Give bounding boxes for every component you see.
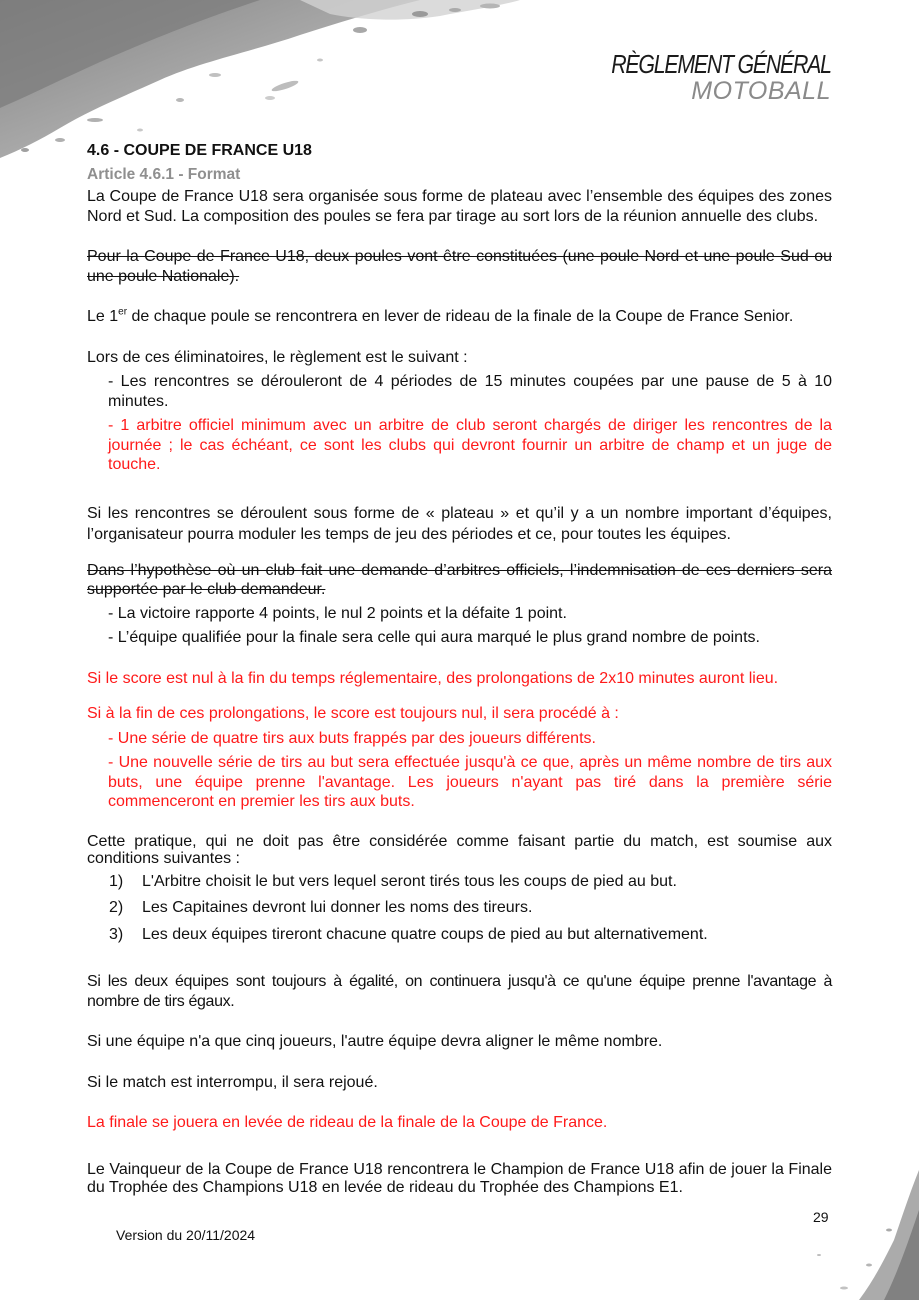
item-number: 1) [109,872,124,890]
item-number: 3) [109,925,124,943]
list-item: - 1 arbitre officiel minimum avec un arbitre de club seront chargés de diriger les rencontres de la journée ; le cas échéant, ce sont les clubs qui devront fournir un arbitre de champ et un juge de touche. [108,417,832,473]
numbered-item [87,872,832,892]
version-date: Version du 20/11/2024 [116,1227,256,1243]
list-item: - Une série de quatre tirs aux buts frappés par des joueurs différents. [108,729,596,747]
paragraph: Si les deux équipes sont toujours à égalité, on continuera jusqu'à ce qu'une équipe prenne l'avantage à nombre de tirs égaux. [87,973,832,1010]
article-title: Article 4.6.1 - Format [87,165,241,183]
paragraph-red: La finale se jouera en levée de rideau de la finale de la Coupe de France. [87,1114,608,1131]
item-text: Les deux équipes tireront chacune quatre coups de pied au but alternativement. [142,925,708,943]
paragraph: Cette pratique, qui ne doit pas être considérée comme faisant partie du match, est soumise aux conditions suivantes : [87,832,832,867]
item-text: Les Capitaines devront lui donner les noms des tireurs. [142,899,533,916]
paragraph: Lors de ces éliminatoires, le règlement est le suivant : [87,348,468,366]
struck-paragraph: Pour la Coupe de France U18, deux poules vont être constituées (une poule Nord et une poule Sud ou une poule Nationale). [87,248,832,285]
header-title: RÈGLEMENT GÉNÉRAL [611,49,831,79]
list-item: - L’équipe qualifiée pour la finale sera celle qui aura marqué le plus grand nombre de points. [108,629,760,646]
paragraph: Le Vainqueur de la Coupe de France U18 rencontrera le Champion de France U18 afin de jouer la Finale du Trophée des Champions U18 en levée de rideau du Trophée des Champions E1. [87,1160,832,1196]
paragraph-red: Si à la fin de ces prolongations, le score est toujours nul, il sera procédé à : [87,705,619,722]
document-header [563,50,831,104]
numbered-item [87,925,832,945]
numbered-item [87,898,832,918]
page-number: 29 [813,1209,829,1225]
paragraph: Si le match est interrompu, il sera rejoué. [87,1073,378,1091]
list-item: - La victoire rapporte 4 points, le nul 2 points et la défaite 1 point. [108,604,567,622]
list-item: - Une nouvelle série de tirs au but sera effectuée jusqu'à ce que, après un même nombre de tirs aux buts, une équipe prenne l'avantage. Les joueurs n'ayant pas tiré dans la première série commenceront en premier les tirs aux buts. [108,754,832,810]
paragraph: La Coupe de France U18 sera organisée sous forme de plateau avec l’ensemble des équipes des zones Nord et Sud. La composition des poules se fera par tirage au sort lors de la réunion annuelle des clubs. [87,188,832,225]
section-title: 4.6 - COUPE DE FRANCE U18 [87,142,312,159]
item-text: L'Arbitre choisit le but vers lequel seront tirés tous les coups de pied au but. [142,872,677,890]
list-item: - Les rencontres se dérouleront de 4 périodes de 15 minutes coupées par une pause de 5 à 10 minutes. [108,373,832,410]
header-subtitle: MOTOBALL [691,77,831,105]
paragraph: Si les rencontres se déroulent sous forme de « plateau » et qu’il y a un nombre important d’équipes, l’organisateur pourra moduler les temps de jeu des périodes et ce, pour toutes les équipes. [87,504,832,543]
item-number: 2) [109,899,124,916]
paragraph-red: Si le score est nul à la fin du temps réglementaire, des prolongations de 2x10 minutes auront lieu. [87,669,779,687]
struck-paragraph: Dans l’hypothèse où un club fait une demande d’arbitres officiels, l’indemnisation de ces derniers sera supportée par le club demandeur. [87,561,832,598]
paragraph: Le 1er de chaque poule se rencontrera en lever de rideau de la finale de la Coupe de France Senior. [87,306,794,325]
numbered-list [87,872,832,945]
paragraph: Si une équipe n'a que cinq joueurs, l'autre équipe devra aligner le même nombre. [87,1033,663,1050]
document-body [87,140,832,1197]
